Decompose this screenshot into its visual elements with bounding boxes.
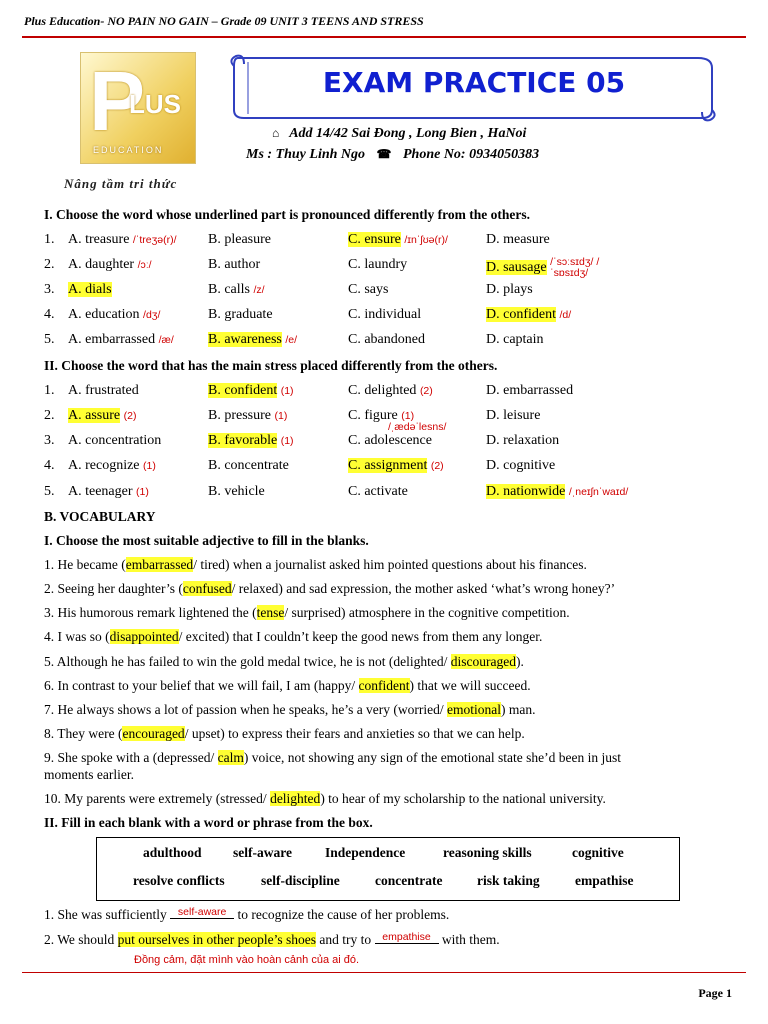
option-c: C. laundry	[348, 257, 408, 272]
option-d: D. relaxation	[486, 433, 560, 448]
page-header: Plus Education- NO PAIN NO GAIN – Grade 09 UNIT 3 TEENS AND STRESS	[24, 14, 424, 28]
option-a-answer: A. dials	[68, 282, 112, 297]
row-num: 5.	[44, 332, 55, 347]
vocabulary-title: B. VOCABULARY	[44, 509, 156, 524]
stress-note: (1)	[143, 460, 156, 472]
phonetic-note: /æ/	[158, 334, 174, 346]
option-b: B. vehicle	[208, 484, 265, 499]
answer-highlight: calm	[217, 750, 244, 765]
option-c: C. says	[348, 282, 389, 297]
option-c: C. activate	[348, 484, 408, 499]
answer-highlight: discouraged	[450, 654, 517, 669]
answer-highlight: emotional	[447, 702, 502, 717]
word-item: self-discipline	[261, 873, 340, 888]
option-d-answer: D. nationwide	[486, 484, 566, 499]
answer-highlight: delighted	[270, 791, 321, 806]
answer-highlight: put ourselves in other people’s shoes	[117, 932, 317, 947]
row-num: 4.	[44, 307, 55, 322]
vocab-sentence-8: 8. They were (encouraged/ upset) to express their fears and anxieties so that we can help.	[44, 726, 525, 741]
option-c: C. figure	[348, 408, 398, 423]
address-line	[272, 126, 526, 142]
row-num: 3.	[44, 282, 55, 297]
motto: Nâng tầm tri thức	[64, 176, 178, 191]
phonetic-note: /ˈsɔːsɪdʒ/ /ˈsɒsɪdʒ/	[550, 256, 600, 279]
vocab-sentence-3: 3. His humorous remark lightened the (tense/ surprised) atmosphere in the cognitive competition.	[44, 605, 570, 620]
phonetic-note: /ˈtreʒə(r)/	[132, 234, 177, 246]
stress-note: (2)	[123, 410, 137, 422]
option-c: C. abandoned	[348, 332, 425, 347]
row-num: 3.	[44, 433, 55, 448]
answer-blank: self-aware	[170, 906, 234, 919]
option-d: D. leisure	[486, 408, 541, 423]
phonetic-note: /z/	[253, 284, 265, 296]
header-rule	[22, 36, 746, 38]
option-b: B. pleasure	[208, 232, 271, 247]
option-a: A. frustrated	[68, 383, 139, 398]
word-item: Independence	[325, 845, 406, 860]
option-d-answer: D. sausage	[486, 260, 547, 276]
vocab-sentence-1: 1. He became (embarrassed/ tired) when a journalist asked him pointed questions about his finances.	[44, 557, 587, 572]
phonetic-note: /ˌneɪʃnˈwaɪd/	[568, 486, 629, 498]
row-num: 4.	[44, 458, 55, 473]
phonetic-note: /ˌædəˈlesns/	[388, 421, 447, 433]
option-c: C. individual	[348, 307, 422, 322]
stress-note: (1)	[401, 410, 415, 422]
logo-mark: P	[89, 54, 140, 148]
word-item: cognitive	[572, 845, 624, 860]
fill-sentence-2: 2. We should put ourselves in other people’s shoes and try to empathise with them.	[44, 931, 500, 947]
stress-note: (1)	[280, 435, 294, 447]
option-a: A. recognize	[68, 458, 140, 473]
phone-icon: ☎	[376, 147, 392, 161]
phonetic-note: /dʒ/	[143, 309, 161, 321]
word-item: self-aware	[233, 845, 292, 860]
word-item: risk taking	[477, 873, 540, 888]
exam-title: EXAM PRACTICE 05	[322, 66, 626, 99]
option-b: B. concentrate	[208, 458, 289, 473]
option-d: D. embarrassed	[486, 383, 574, 398]
phonetic-note: /e/	[285, 334, 298, 346]
stress-note: (2)	[419, 385, 433, 397]
option-a: A. education	[68, 307, 140, 322]
answer-highlight: disappointed	[109, 629, 179, 644]
option-b: B. calls	[208, 282, 250, 297]
phonetic-note: /d/	[559, 309, 572, 321]
option-a: A. teenager	[68, 484, 133, 499]
option-a: A. treasure	[68, 232, 130, 247]
contact-line	[246, 147, 547, 163]
row-num: 1.	[44, 383, 55, 398]
option-b-answer: B. confident	[208, 383, 278, 398]
stress-note: (2)	[430, 460, 444, 472]
answer-highlight: confident	[358, 678, 410, 693]
house-icon: ⌂	[272, 126, 280, 140]
option-c: C. adolescence	[348, 433, 432, 448]
option-b: B. author	[208, 257, 261, 272]
option-a: A. daughter	[68, 257, 135, 272]
option-d: D. cognitive	[486, 458, 556, 473]
option-c-answer: C. ensure	[348, 232, 401, 247]
option-a-answer: A. assure	[68, 408, 121, 423]
option-c: C. delighted	[348, 383, 417, 398]
option-d-answer: D. confident	[486, 307, 556, 322]
option-b: B. graduate	[208, 307, 273, 322]
answer-highlight: tense	[256, 605, 285, 620]
word-box	[96, 837, 680, 901]
answer-blank: empathise	[375, 931, 439, 944]
phonetic-note: /ɪnˈʃʊə(r)/	[404, 234, 448, 246]
vocab-sentence-2: 2. Seeing her daughter’s (confused/ relaxed) and sad expression, the mother asked ‘what’s wrong honey?’	[44, 581, 616, 596]
option-d: D. measure	[486, 232, 550, 247]
address-text: Add 14/42 Sai Đong , Long Bien , HaNoi	[289, 126, 527, 141]
option-b-answer: B. favorable	[208, 433, 278, 448]
option-a: A. embarrassed	[68, 332, 156, 347]
stress-note: (1)	[274, 410, 288, 422]
word-item: reasoning skills	[443, 845, 532, 860]
row-num: 2.	[44, 408, 55, 423]
option-d: D. captain	[486, 332, 544, 347]
vocab-sentence-9: 9. She spoke with a (depressed/ calm) voice, not showing any sign of the emotional state she’d been in just	[44, 750, 622, 765]
stress-note: (1)	[280, 385, 294, 397]
word-item: concentrate	[375, 873, 443, 888]
vocab-sentence-5: 5. Although he has failed to win the gold medal twice, he is not (delighted/ discouraged).	[44, 654, 524, 669]
vocab-sentence-6: 6. In contrast to your belief that we will fail, I am (happy/ confident) that we will succeed.	[44, 678, 531, 693]
phonetic-note: /ɔː/	[137, 259, 152, 271]
row-num: 2.	[44, 257, 55, 272]
vocab-sentence-10: 10. My parents were extremely (stressed/ delighted) to hear of my scholarship to the national university.	[44, 791, 606, 806]
section-pronunciation-heading: I. Choose the word whose underlined part is pronounced differently from the others.	[44, 207, 531, 222]
answer-highlight: encouraged	[122, 726, 185, 741]
row-num: 5.	[44, 484, 55, 499]
footer-rule	[22, 972, 746, 973]
section-stress-heading: II. Choose the word that has the main stress placed differently from the others.	[44, 358, 498, 373]
vocab-sentence-4: 4. I was so (disappointed/ excited) that I couldn’t keep the good news from them any longer.	[44, 629, 543, 644]
word-item: adulthood	[143, 845, 202, 860]
logo-education: EDUCATION	[93, 145, 164, 155]
word-item: resolve conflicts	[133, 873, 225, 888]
stress-note: (1)	[136, 486, 149, 498]
fill-sentence-1: 1. She was sufficiently self-aware to recognize the cause of her problems.	[44, 906, 450, 922]
plus-education-logo	[80, 52, 196, 164]
logo-lus: LUS	[129, 89, 181, 119]
option-c-answer: C. assignment	[348, 458, 428, 473]
vocab-part2-heading: II. Fill in each blank with a word or phrase from the box.	[44, 815, 373, 830]
option-d: D. plays	[486, 282, 533, 297]
option-a: A. concentration	[68, 433, 162, 448]
row-num: 1.	[44, 232, 55, 247]
word-item: empathise	[575, 873, 634, 888]
translation-note: Đồng cảm, đặt mình vào hoàn cảnh của ai đó.	[134, 954, 360, 966]
vocab-part1-heading: I. Choose the most suitable adjective to fill in the blanks.	[44, 533, 369, 548]
answer-highlight: confused	[182, 581, 232, 596]
answer-highlight: embarrassed	[125, 557, 194, 572]
vocab-sentence-7: 7. He always shows a lot of passion when he speaks, he’s a very (worried/ emotional) man.	[44, 702, 536, 717]
option-b: B. pressure	[208, 408, 271, 423]
phone-number: Phone No: 0934050383	[402, 147, 540, 162]
teacher-name: Ms : Thuy Linh Ngo	[246, 147, 366, 162]
page-number: Page 1	[698, 986, 732, 1000]
option-b-answer: B. awareness	[208, 332, 282, 347]
vocab-sentence-9-cont: moments earlier.	[44, 767, 134, 782]
